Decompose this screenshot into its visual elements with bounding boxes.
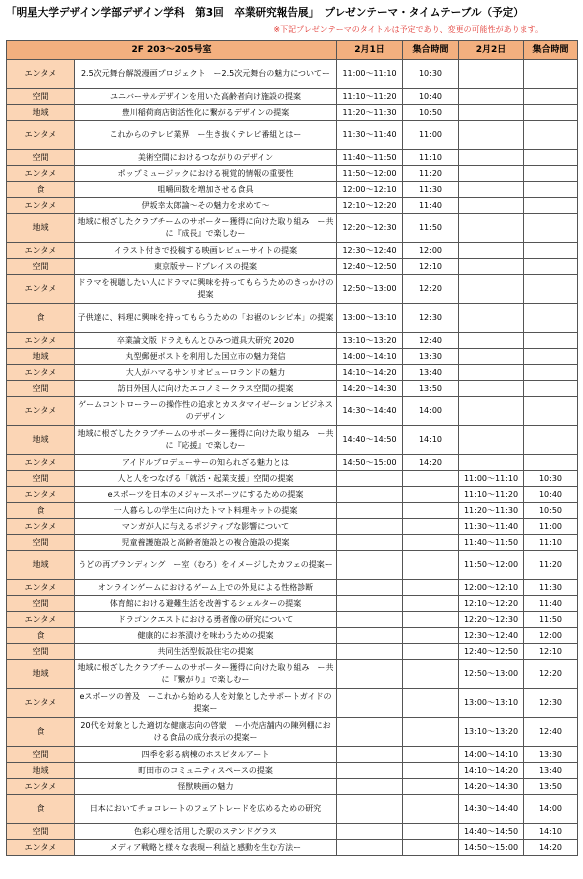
day2-time-cell: 12:10～12:20 <box>459 596 524 612</box>
day2-meet-cell <box>524 243 578 259</box>
day1-meet-cell: 13:40 <box>403 365 459 381</box>
day1-meet-cell: 11:20 <box>403 166 459 182</box>
day1-meet-cell <box>403 644 459 660</box>
category-cell: 地域 <box>7 426 75 455</box>
page-title: 「明星大学デザイン学部デザイン学科 第3回 卒業研究報告展」 プレゼンテーマ・タイムテーブル（予定） <box>6 7 524 19</box>
day2-time-cell <box>459 304 524 333</box>
day2-meet-cell: 11:20 <box>524 551 578 580</box>
table-row <box>7 689 578 718</box>
title-cell: オンラインゲームにおけるゲーム上での外見による性格診断 <box>75 580 337 596</box>
day1-time-cell <box>337 612 403 628</box>
day2-meet-cell: 11:50 <box>524 612 578 628</box>
title-cell: 町田市のコミュニティスペースの提案 <box>75 763 337 779</box>
table-row <box>7 471 578 487</box>
timetable <box>6 40 578 856</box>
day1-time-cell: 11:20～11:30 <box>337 105 403 121</box>
header-meet2: 集合時間 <box>524 41 578 60</box>
table-row <box>7 795 578 824</box>
category-cell: エンタメ <box>7 60 75 89</box>
day2-meet-cell <box>524 304 578 333</box>
day1-time-cell <box>337 779 403 795</box>
day1-time-cell <box>337 487 403 503</box>
day1-meet-cell <box>403 660 459 689</box>
day2-time-cell: 14:20～14:30 <box>459 779 524 795</box>
category-cell: 地域 <box>7 214 75 243</box>
day1-time-cell: 12:00～12:10 <box>337 182 403 198</box>
day1-meet-cell: 11:50 <box>403 214 459 243</box>
day2-time-cell: 12:40～12:50 <box>459 644 524 660</box>
day1-meet-cell: 11:30 <box>403 182 459 198</box>
disclaimer-note: ※下記プレゼンテーマのタイトルは予定であり、変更の可能性があります。 <box>273 25 543 34</box>
day2-meet-cell: 10:30 <box>524 471 578 487</box>
title-cell: アイドルプロデューサーの知られざる魅力とは <box>75 455 337 471</box>
day1-time-cell: 12:50～13:00 <box>337 275 403 304</box>
day1-meet-cell <box>403 840 459 856</box>
title-cell: 四季を彩る病棟のホスピタルアート <box>75 747 337 763</box>
day1-meet-cell: 13:30 <box>403 349 459 365</box>
category-cell: 空間 <box>7 150 75 166</box>
table-row <box>7 60 578 89</box>
day1-meet-cell: 13:50 <box>403 381 459 397</box>
table-row <box>7 824 578 840</box>
day2-time-cell: 11:20～11:30 <box>459 503 524 519</box>
day1-meet-cell: 12:40 <box>403 333 459 349</box>
day1-time-cell: 12:10～12:20 <box>337 198 403 214</box>
day1-meet-cell: 14:00 <box>403 397 459 426</box>
category-cell: エンタメ <box>7 275 75 304</box>
day1-meet-cell <box>403 519 459 535</box>
table-row <box>7 349 578 365</box>
day1-meet-cell: 10:50 <box>403 105 459 121</box>
category-cell: 食 <box>7 304 75 333</box>
category-cell: 地域 <box>7 551 75 580</box>
category-cell: 空間 <box>7 747 75 763</box>
table-row <box>7 259 578 275</box>
day2-meet-cell: 12:00 <box>524 628 578 644</box>
day2-meet-cell <box>524 455 578 471</box>
table-row <box>7 275 578 304</box>
day1-time-cell <box>337 763 403 779</box>
day1-meet-cell <box>403 596 459 612</box>
title-cell: 一人暮らしの学生に向けたトマト料理キットの提案 <box>75 503 337 519</box>
day2-meet-cell: 12:40 <box>524 718 578 747</box>
table-row <box>7 535 578 551</box>
title-cell: 地域に根ざしたクラブチームのサポーター獲得に向けた取り組み ー共に『応援』で楽しむー <box>75 426 337 455</box>
day1-meet-cell <box>403 718 459 747</box>
day2-meet-cell: 14:00 <box>524 795 578 824</box>
table-header-row <box>7 41 578 60</box>
title-cell: 咀嚼回数を増加させる食具 <box>75 182 337 198</box>
day2-time-cell: 12:50～13:00 <box>459 660 524 689</box>
day1-time-cell: 13:10～13:20 <box>337 333 403 349</box>
category-cell: エンタメ <box>7 166 75 182</box>
day2-time-cell: 12:00～12:10 <box>459 580 524 596</box>
day1-time-cell: 11:10～11:20 <box>337 89 403 105</box>
table-row <box>7 612 578 628</box>
day1-time-cell: 13:00～13:10 <box>337 304 403 333</box>
day2-time-cell <box>459 259 524 275</box>
table-row <box>7 763 578 779</box>
title-cell: 20代を対象とした適切な健康志向の啓蒙 ー小売店舗内の陳列棚における食品の成分表示の提案ー <box>75 718 337 747</box>
title-cell: ポップミュージックにおける視覚的情報の重要性 <box>75 166 337 182</box>
day2-time-cell <box>459 182 524 198</box>
day1-time-cell <box>337 644 403 660</box>
day1-time-cell <box>337 689 403 718</box>
title-cell: 美術空間におけるつながりのデザイン <box>75 150 337 166</box>
day2-time-cell <box>459 89 524 105</box>
title-cell: 卒業論文版 ドラえもんとひみつ道具大研究 2020 <box>75 333 337 349</box>
day1-time-cell: 14:50～15:00 <box>337 455 403 471</box>
table-row <box>7 644 578 660</box>
day2-time-cell: 14:30～14:40 <box>459 795 524 824</box>
title-cell: ユニバーサルデザインを用いた高齢者向け施設の提案 <box>75 89 337 105</box>
day2-meet-cell: 13:50 <box>524 779 578 795</box>
category-cell: エンタメ <box>7 580 75 596</box>
day2-meet-cell: 11:10 <box>524 535 578 551</box>
category-cell: エンタメ <box>7 397 75 426</box>
day2-time-cell <box>459 150 524 166</box>
table-row <box>7 660 578 689</box>
day2-time-cell <box>459 381 524 397</box>
day2-time-cell <box>459 60 524 89</box>
category-cell: エンタメ <box>7 333 75 349</box>
day2-meet-cell <box>524 182 578 198</box>
day1-time-cell <box>337 551 403 580</box>
day1-meet-cell: 11:10 <box>403 150 459 166</box>
category-cell: 空間 <box>7 381 75 397</box>
title-cell: 健康的にお茶漬けを味わうための提案 <box>75 628 337 644</box>
day1-time-cell: 14:10～14:20 <box>337 365 403 381</box>
day1-time-cell: 14:20～14:30 <box>337 381 403 397</box>
table-row <box>7 89 578 105</box>
day2-meet-cell: 11:00 <box>524 519 578 535</box>
header-room: 2F 203～205号室 <box>7 41 337 60</box>
day1-meet-cell <box>403 628 459 644</box>
title-cell: イラスト付きで投稿する映画レビューサイトの提案 <box>75 243 337 259</box>
table-row <box>7 551 578 580</box>
table-row <box>7 580 578 596</box>
title-cell: これからのテレビ業界 ー生き抜くテレビ番組とはー <box>75 121 337 150</box>
day2-meet-cell <box>524 214 578 243</box>
table-row <box>7 455 578 471</box>
day1-meet-cell <box>403 689 459 718</box>
day1-meet-cell <box>403 612 459 628</box>
category-cell: 地域 <box>7 660 75 689</box>
table-row <box>7 840 578 856</box>
day2-time-cell: 11:50～12:00 <box>459 551 524 580</box>
table-row <box>7 718 578 747</box>
title-cell: 色彩心理を活用した駅のステンドグラス <box>75 824 337 840</box>
table-row <box>7 381 578 397</box>
day2-time-cell <box>459 243 524 259</box>
day2-meet-cell: 14:20 <box>524 840 578 856</box>
day2-meet-cell: 11:40 <box>524 596 578 612</box>
day1-time-cell: 11:50～12:00 <box>337 166 403 182</box>
table-row <box>7 779 578 795</box>
day1-meet-cell: 12:20 <box>403 275 459 304</box>
table-row <box>7 214 578 243</box>
day2-meet-cell <box>524 60 578 89</box>
day2-meet-cell: 10:50 <box>524 503 578 519</box>
table-row <box>7 333 578 349</box>
day2-meet-cell <box>524 259 578 275</box>
title-cell: 怪獣映画の魅力 <box>75 779 337 795</box>
day2-meet-cell <box>524 121 578 150</box>
category-cell: エンタメ <box>7 455 75 471</box>
day2-time-cell: 11:10～11:20 <box>459 487 524 503</box>
category-cell: 空間 <box>7 535 75 551</box>
title-cell: 人と人をつなげる「就活・起業支援」空間の提案 <box>75 471 337 487</box>
table-row <box>7 105 578 121</box>
day2-time-cell <box>459 397 524 426</box>
category-cell: エンタメ <box>7 365 75 381</box>
day2-meet-cell <box>524 105 578 121</box>
day2-time-cell: 14:10～14:20 <box>459 763 524 779</box>
day1-time-cell <box>337 535 403 551</box>
category-cell: エンタメ <box>7 487 75 503</box>
day1-meet-cell <box>403 503 459 519</box>
title-cell: 子供達に、料理に興味を持ってもらうための「お裾のレシピ本」の提案 <box>75 304 337 333</box>
title-cell: マンガが人に与えるポジティブな影響について <box>75 519 337 535</box>
day2-time-cell: 11:40～11:50 <box>459 535 524 551</box>
day2-meet-cell <box>524 426 578 455</box>
title-cell: ドラゴンクエストにおける勇者像の研究について <box>75 612 337 628</box>
day2-time-cell <box>459 214 524 243</box>
day1-time-cell <box>337 503 403 519</box>
category-cell: 空間 <box>7 596 75 612</box>
table-row <box>7 628 578 644</box>
category-cell: 空間 <box>7 89 75 105</box>
title-cell: 体育館における避難生活を改善するシェルターの提案 <box>75 596 337 612</box>
day2-meet-cell <box>524 333 578 349</box>
category-cell: 空間 <box>7 824 75 840</box>
day2-time-cell: 11:30～11:40 <box>459 519 524 535</box>
day2-meet-cell: 10:40 <box>524 487 578 503</box>
category-cell: 地域 <box>7 105 75 121</box>
day1-time-cell <box>337 718 403 747</box>
table-row <box>7 426 578 455</box>
category-cell: 食 <box>7 628 75 644</box>
table-row <box>7 487 578 503</box>
day2-time-cell: 12:20～12:30 <box>459 612 524 628</box>
day2-meet-cell <box>524 198 578 214</box>
day2-time-cell <box>459 121 524 150</box>
category-cell: 地域 <box>7 763 75 779</box>
table-row <box>7 397 578 426</box>
day2-time-cell: 11:00～11:10 <box>459 471 524 487</box>
category-cell: エンタメ <box>7 689 75 718</box>
day1-time-cell <box>337 519 403 535</box>
table-row <box>7 182 578 198</box>
title-cell: 伊坂幸太郎論～その魅力を求めて～ <box>75 198 337 214</box>
day1-meet-cell <box>403 763 459 779</box>
day1-meet-cell <box>403 551 459 580</box>
category-cell: エンタメ <box>7 612 75 628</box>
table-row <box>7 503 578 519</box>
day2-meet-cell <box>524 349 578 365</box>
title-cell: eスポーツを日本のメジャースポーツにするための提案 <box>75 487 337 503</box>
table-row <box>7 166 578 182</box>
day1-time-cell: 12:40～12:50 <box>337 259 403 275</box>
category-cell: 食 <box>7 718 75 747</box>
category-cell: 地域 <box>7 349 75 365</box>
day1-meet-cell: 10:40 <box>403 89 459 105</box>
day2-time-cell <box>459 105 524 121</box>
header-day1: 2月1日 <box>337 41 403 60</box>
title-cell: ドラマを視聴したい人にドラマに興味を持ってもらうためのきっかけの提案 <box>75 275 337 304</box>
header-day2: 2月2日 <box>459 41 524 60</box>
title-cell: eスポーツの普及 ーこれから始める人を対象としたサポートガイドの提案ー <box>75 689 337 718</box>
day2-time-cell <box>459 275 524 304</box>
day1-time-cell: 12:20～12:30 <box>337 214 403 243</box>
day2-meet-cell: 13:30 <box>524 747 578 763</box>
day1-meet-cell <box>403 824 459 840</box>
day2-time-cell <box>459 349 524 365</box>
day1-meet-cell <box>403 747 459 763</box>
title-cell: メディア戦略と様々な表現ー利益と感動を生む方法ー <box>75 840 337 856</box>
day1-time-cell <box>337 580 403 596</box>
day2-time-cell: 13:10～13:20 <box>459 718 524 747</box>
category-cell: エンタメ <box>7 840 75 856</box>
table-row <box>7 243 578 259</box>
day1-time-cell: 11:00～11:10 <box>337 60 403 89</box>
day2-meet-cell <box>524 365 578 381</box>
day2-meet-cell: 14:10 <box>524 824 578 840</box>
day1-time-cell <box>337 840 403 856</box>
day1-meet-cell: 14:10 <box>403 426 459 455</box>
title-cell: 丸型郵便ポストを利用した国立市の魅力発信 <box>75 349 337 365</box>
title-cell: 2.5次元舞台解説漫画プロジェクト ー2.5次元舞台の魅力についてー <box>75 60 337 89</box>
day1-time-cell <box>337 596 403 612</box>
table-row <box>7 365 578 381</box>
category-cell: 空間 <box>7 471 75 487</box>
day2-meet-cell: 12:20 <box>524 660 578 689</box>
day1-time-cell <box>337 471 403 487</box>
day1-time-cell: 14:30～14:40 <box>337 397 403 426</box>
title-cell: 児童養護施設と高齢者施設との複合施設の提案 <box>75 535 337 551</box>
category-cell: 空間 <box>7 644 75 660</box>
day1-meet-cell: 12:30 <box>403 304 459 333</box>
table-row <box>7 121 578 150</box>
day2-meet-cell <box>524 381 578 397</box>
day1-time-cell <box>337 795 403 824</box>
day2-meet-cell <box>524 150 578 166</box>
day2-time-cell: 13:00～13:10 <box>459 689 524 718</box>
table-row <box>7 596 578 612</box>
day2-time-cell <box>459 455 524 471</box>
day1-meet-cell: 10:30 <box>403 60 459 89</box>
day2-meet-cell: 11:30 <box>524 580 578 596</box>
title-cell: 共同生活型仮設住宅の提案 <box>75 644 337 660</box>
day2-meet-cell: 12:30 <box>524 689 578 718</box>
table-row <box>7 519 578 535</box>
day2-time-cell <box>459 365 524 381</box>
day1-meet-cell <box>403 471 459 487</box>
day2-meet-cell: 12:10 <box>524 644 578 660</box>
day1-time-cell: 11:30～11:40 <box>337 121 403 150</box>
table-row <box>7 304 578 333</box>
day1-time-cell <box>337 824 403 840</box>
title-cell: 日本においてチョコレートのフェアトレードを広めるための研究 <box>75 795 337 824</box>
day1-meet-cell: 14:20 <box>403 455 459 471</box>
day2-meet-cell <box>524 275 578 304</box>
day2-time-cell <box>459 426 524 455</box>
title-cell: 大人がハマるサンリオピューロランドの魅力 <box>75 365 337 381</box>
day2-time-cell: 14:50～15:00 <box>459 840 524 856</box>
day2-time-cell: 14:00～14:10 <box>459 747 524 763</box>
title-cell: 地域に根ざしたクラブチームのサポーター獲得に向けた取り組み ー共に『繋がり』で楽しむー <box>75 660 337 689</box>
table-row <box>7 747 578 763</box>
title-cell: 東京版サードプレイスの提案 <box>75 259 337 275</box>
day2-meet-cell <box>524 89 578 105</box>
day1-time-cell: 11:40～11:50 <box>337 150 403 166</box>
day2-meet-cell: 13:40 <box>524 763 578 779</box>
day1-meet-cell <box>403 535 459 551</box>
day1-meet-cell: 12:00 <box>403 243 459 259</box>
day1-meet-cell <box>403 795 459 824</box>
category-cell: 食 <box>7 795 75 824</box>
day1-time-cell <box>337 660 403 689</box>
category-cell: エンタメ <box>7 243 75 259</box>
header-meet1: 集合時間 <box>403 41 459 60</box>
day1-time-cell: 14:40～14:50 <box>337 426 403 455</box>
title-cell: 豊川稲荷商店街活性化に繋がるデザインの提案 <box>75 105 337 121</box>
category-cell: 食 <box>7 503 75 519</box>
day1-meet-cell <box>403 779 459 795</box>
category-cell: 空間 <box>7 259 75 275</box>
table-row <box>7 150 578 166</box>
table-row <box>7 198 578 214</box>
day2-time-cell <box>459 333 524 349</box>
category-cell: エンタメ <box>7 121 75 150</box>
day1-meet-cell: 12:10 <box>403 259 459 275</box>
day2-time-cell: 12:30～12:40 <box>459 628 524 644</box>
day1-time-cell: 12:30～12:40 <box>337 243 403 259</box>
day1-meet-cell: 11:00 <box>403 121 459 150</box>
day2-meet-cell <box>524 166 578 182</box>
day2-time-cell <box>459 198 524 214</box>
day2-meet-cell <box>524 397 578 426</box>
category-cell: エンタメ <box>7 779 75 795</box>
day1-meet-cell <box>403 580 459 596</box>
title-cell: ゲームコントローラーの操作性の追求とカスタマイゼーションビジネスのデザイン <box>75 397 337 426</box>
day1-time-cell <box>337 747 403 763</box>
title-cell: 訪日外国人に向けたエコノミークラス空間の提案 <box>75 381 337 397</box>
day1-time-cell <box>337 628 403 644</box>
category-cell: エンタメ <box>7 519 75 535</box>
category-cell: 食 <box>7 182 75 198</box>
title-cell: 地域に根ざしたクラブチームのサポーター獲得に向けた取り組み ー共に『成長』で楽しむー <box>75 214 337 243</box>
title-cell: うどの再ブランディング ー室（むろ）をイメージしたカフェの提案ー <box>75 551 337 580</box>
day1-meet-cell: 11:40 <box>403 198 459 214</box>
category-cell: エンタメ <box>7 198 75 214</box>
day2-time-cell: 14:40～14:50 <box>459 824 524 840</box>
day1-time-cell: 14:00～14:10 <box>337 349 403 365</box>
day2-time-cell <box>459 166 524 182</box>
day1-meet-cell <box>403 487 459 503</box>
